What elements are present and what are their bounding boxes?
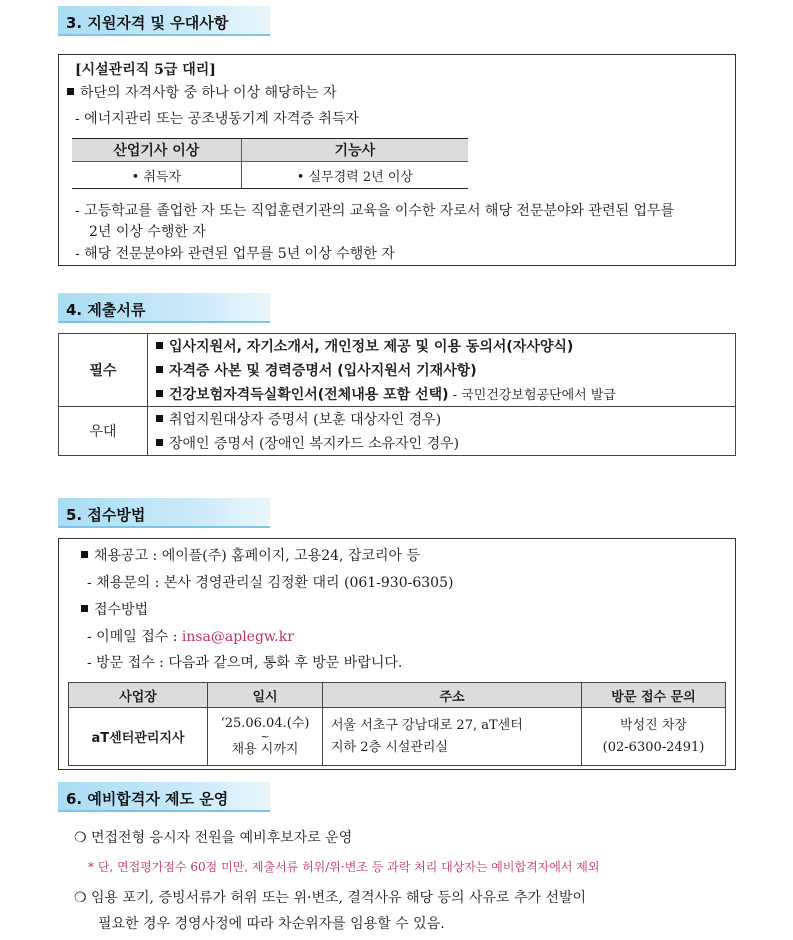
cert-header-industrial: 산업기사 이상 <box>72 139 241 162</box>
visit-header-contact: 방문 접수 문의 <box>582 683 726 708</box>
reserve-bullet-2b: 필요한 경우 경영사정에 따라 차순위자를 임용할 수 있음. <box>98 916 445 932</box>
visit-site: aT센터관리지사 <box>69 708 208 766</box>
reserve-bullet-2a: ❍ 임용 포기, 증빙서류가 허위 또는 위·변조, 결격사유 해당 등의 사유로 추가 선발이 <box>74 890 587 906</box>
required-label: 필수 <box>59 334 148 407</box>
section-3-header <box>58 6 270 36</box>
certificate-table <box>72 138 468 189</box>
required-item: 자격증 사본 및 경력증명서 (입사지원서 기재사항) <box>148 358 736 382</box>
qualification-line-2: - 에너지관리 또는 공조냉동기계 자격증 취득자 <box>75 111 359 127</box>
qualification-line-4: - 해당 전문분야와 관련된 업무를 5년 이상 수행한 자 <box>75 246 395 262</box>
apply-line-3: 접수방법 <box>81 599 148 619</box>
visit-contact: 박성진 차장 (02-6300-2491) <box>582 708 726 766</box>
apply-line-1: 채용공고 : 에이플(주) 홈페이지, 고용24, 잡코리아 등 <box>81 545 420 565</box>
visit-address: 서울 서초구 강남대로 27, aT센터 지하 2층 시설관리실 <box>323 708 582 766</box>
section-3-title: 3. 지원자격 및 우대사항 <box>66 14 229 32</box>
apply-line-2: - 채용문의 : 본사 경영관리실 김정환 대리 (061-930-6305) <box>87 575 454 591</box>
preferred-label: 우대 <box>59 407 148 456</box>
cert-header-craftsman: 기능사 <box>241 139 468 162</box>
preferred-item: 취업지원대상자 증명서 (보훈 대상자인 경우) <box>148 407 736 432</box>
qualification-line-3b: 2년 이상 수행한 자 <box>89 224 206 240</box>
section-5-header <box>58 498 270 528</box>
section-5-title: 5. 접수방법 <box>66 506 146 524</box>
section-4-header <box>58 293 270 323</box>
apply-line-5: - 방문 접수 : 다음과 같으며, 통화 후 방문 바랍니다. <box>87 655 403 671</box>
section-4-title: 4. 제출서류 <box>66 301 146 319</box>
cert-cell-craftsman: • 실무경력 2년 이상 <box>241 162 468 189</box>
visit-header-site: 사업장 <box>69 683 208 708</box>
preferred-item: 장애인 증명서 (장애인 복지카드 소유자인 경우) <box>148 431 736 456</box>
apply-line-4: - 이메일 접수 : insa@aplegw.kr <box>87 629 294 645</box>
email-link[interactable]: insa@aplegw.kr <box>181 629 294 645</box>
qualification-heading: [시설관리직 5급 대리] <box>75 62 216 78</box>
reserve-note: * 단, 면접평가점수 60점 미만, 제출서류 허위/위·변조 등 과락 처리 대상자는 예비합격자에서 제외 <box>88 860 600 874</box>
documents-table <box>58 333 736 456</box>
qualification-line-1: 하단의 자격사항 중 하나 이상 해당하는 자 <box>67 82 337 102</box>
required-item: 건강보험자격득실확인서(전체내용 포함 선택) - 국민건강보험공단에서 발급 <box>148 382 736 407</box>
visit-date: ‘25.06.04.(수) ~ 채용 시까지 <box>208 708 323 766</box>
visit-header-date: 일시 <box>208 683 323 708</box>
section-6-header <box>58 782 270 812</box>
section-6-title: 6. 예비합격자 제도 운영 <box>66 790 229 808</box>
visit-header-address: 주소 <box>323 683 582 708</box>
visit-table <box>68 682 726 766</box>
required-item: 입사지원서, 자기소개서, 개인정보 제공 및 이용 동의서(자사양식) <box>148 334 736 359</box>
cert-cell-industrial: • 취득자 <box>72 162 241 189</box>
qualification-line-3a: - 고등학교를 졸업한 자 또는 직업훈련기관의 교육을 이수한 자로서 해당 전문분야와 관련된 업무를 <box>75 203 675 219</box>
reserve-bullet-1: ❍ 면접전형 응시자 전원을 예비후보자로 운영 <box>74 830 353 846</box>
